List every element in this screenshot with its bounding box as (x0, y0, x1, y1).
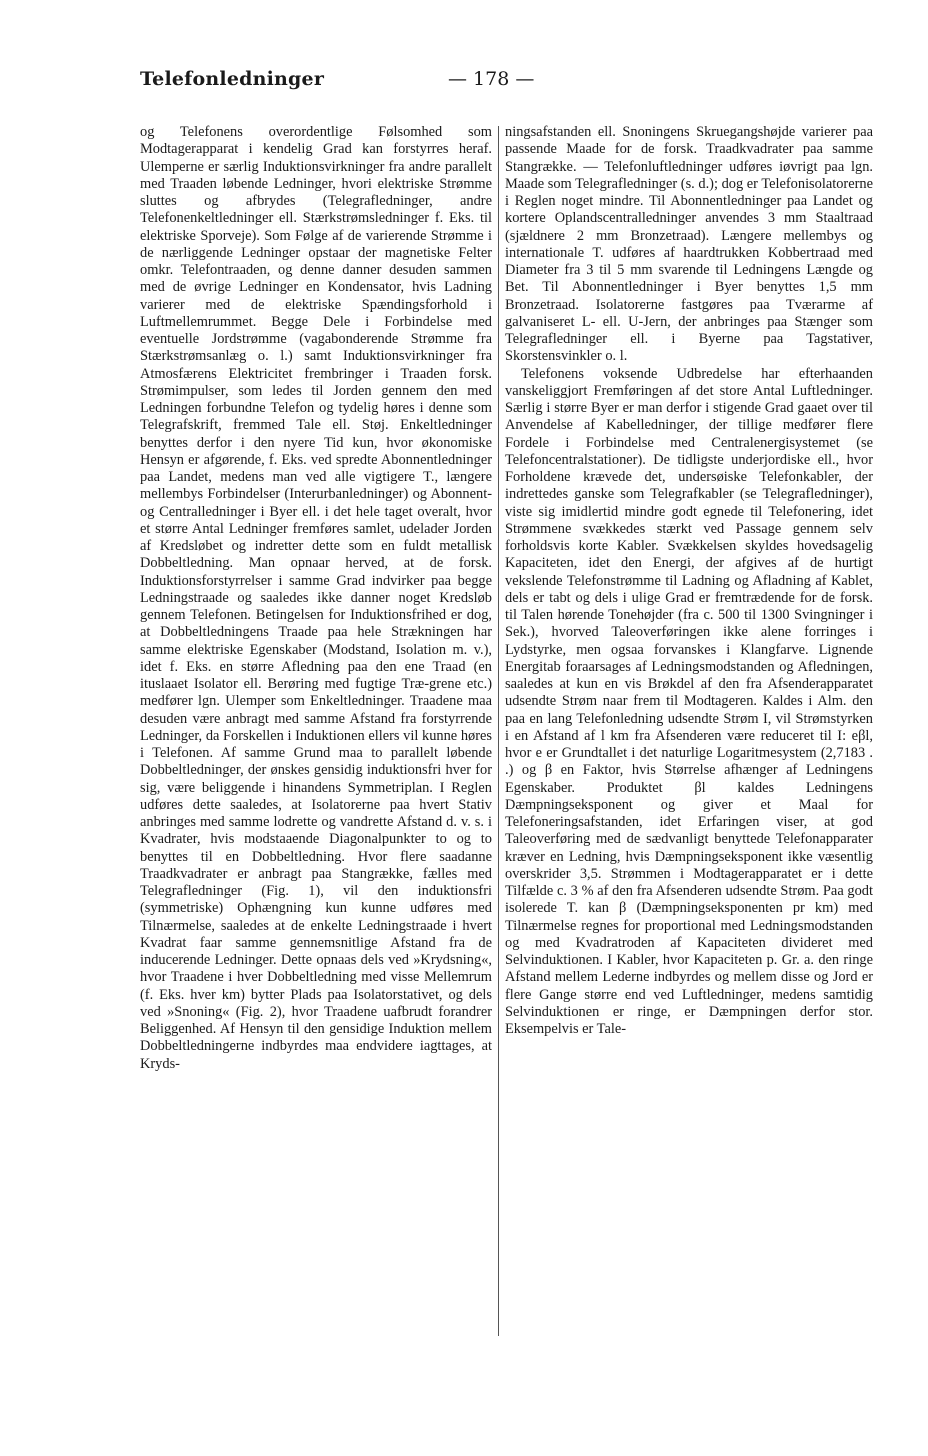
left-paragraph: og Telefonens overordentlige Følsomhed som Modtagerapparat i kendelig Grad kan forstyrres heraf. Ulemperne er særlig Induktionsvirkninger fra andre parallelt med Traaden løbende Ledninger, hvori elektriske Strømme sluttes og afbrydes (Telegrafledninger, andre Telefonenkeltledninger ell. Stærkstrømsledninger f. Eks. til elektriske Sporveje). Som Følge af de varierende Strømme i de nærliggende Ledninger opstaar der magnetiske Felter omkr. Telefontraaden, og denne danner desuden sammen med de øvrige Ledninger en Kondensator, hvis Ladning varierer med de elektriske Spændingsforhold i Luftmellemrummet. Begge Dele i Forbindelse med eventuelle Jordstrømme (vagabonderende Strømme fra Stærkstrømsanlæg o. l.) samt Induktionsvirkninger fra Atmosfærens Elektricitet frembringer i Traaden forsk. Strømimpulser, som ledes til Jorden gennem den med Ledningen forbundne Telefon og tydelig høres i denne som Telegrafskrift, fremmed Tale ell. Støj. Enkeltledninger benyttes derfor i den nyere Tid kun, hvor økonomiske Hensyn er afgørende, f. Eks. ved spredte Abonnentledninger paa Landet, medens man ved alle vigtigere T., længere mellembys Forbindelser (Interurbanledninger) og Abonnent- og Centralledninger i Byer ell. i det hele taget overalt, hvor et større Antal Ledninger fremføres samlet, udelader Jorden af Kredsløbet og indretter dette som en fuldt metallisk Dobbeltledning. Man opnaar herved, at de forsk. Induktionsforstyrrelser i samme Grad indvirker paa begge Ledningstraade og saaledes ikke danner noget Kredsløb gennem Telefonen. Betingelsen for Induktionsfrihed er dog, at Dobbeltledningens Traade paa hele Strækningen har samme elektriske Egenskaber (Modstand, Isolation m. v.), idet f. Eks. en større Afledning paa den ene Traad (en ituslaaet Isolator ell. Berøring med fugtige Træ-grene etc.) medfører lgn. Ulemper som Enkeltledninger. Traadene maa desuden være anbragt med samme Afstand fra forstyrrende Ledninger, da Forskellen i Induktionen ellers vil kunne høres i Telefonen. Af samme Grund maa to parallelt løbende Dobbeltledninger, der ønskes gensidig induktionsfri hver for sig, være beliggende i hinandens Symmetriplan. I Reglen udføres dette saaledes, at Isolatorerne paa hvert Stativ anbringes med samme lodrette og vandrette Afstand d. v. s. i Kvadrater, hvis modstaaende Diagonalpunkter to og to benyttes til en Dobbeltledning. Hvor flere saadanne Traadkvadrater er anbragt paa Stangrække, fælles med Telegrafledninger (Fig. 1), vil den induktionsfri (symmetriske) Ophængning kun kunne udføres med Tilnærmelse, saaledes at de enkelte Ledningstraade i hvert Kvadrat faar samme gennemsnitlige Afstand fra de inducerende Ledninger. Dette opnaas dels ved »Krydsning«, hvor Traadene i hver Dobbeltledning med visse Mellemrum (f. Eks. hver km) bytter Plads paa Isolatorstativet, og dels ved »Snoning« (Fig. 2), hvor Traadene uafbrudt forandrer Beliggenhed. Af Hensyn til den gensidige Induktion mellem Dobbeltledningerne indbyrdes maa endvidere iagttages, at Kryds- (140, 124, 492, 1072)
left-column (140, 124, 492, 1073)
right-column (505, 124, 873, 1038)
right-paragraph-2: Telefonens voksende Udbredelse har efterhaanden vanskeliggjort Fremføringen af det store Antal Luftledninger. Særlig i større Byer er man derfor i stigende Grad gaaet over til Anvendelse af Kabelledninger, der tillige medfører flere Fordele i Forbindelse med Centralenergisystemet (se Telefoncentralstationer). De tidligste underjordiske ell., hvor Forholdene krævede det, undersøiske Telefonkabler, der indrettedes ganske som Telegrafkabler (se Telegrafledninger), viste sig imidlertid mindre godt egnede til Telefonering, idet Strømmene svækkedes stærkt ved Passage gennem selv forholdsvis korte Kabler. Svækkelsen skyldes hovedsagelig Kapaciteten, idet den Energi, der afgives af de hurtigt vekslende Telefonstrømme til Ladning og Afladning af Kablet, dels er tabt og dels i ulige Grad er fremtrædende for de forsk. til Talen hørende Tonehøjder (fra c. 500 til 1300 Svingninger i Sek.), hvorved Taleoverføringen ikke alene forringes i Lydstyrke, men ogsaa forvanskes i Klangfarve. Lignende Energitab foraarsages af Ledningsmodstanden og Afledningen, saaledes at kun en vis Brøkdel af den fra Afsenderapparatet udsendte Strøm naar frem til Modtageren. Kaldes i Alm. den paa en lang Telefonledning udsendte Strøm I, vil Strømstyrken i en Afstand af l km fra Afsenderen være reduceret til I: eβl, hvor e er Grundtallet i det naturlige Logaritmesystem (2,7183 . .) og β en Faktor, hvis Størrelse afhænger af Ledningens Egenskaber. Produktet βl kaldes Ledningens Dæmpningseksponent og giver et Maal for Telefoneringsafstanden, idet Erfaringen viser, at god Taleoverføring med de sædvanligt benyttede Telefonapparater kræver en Ledning, hvis Dæmpningseksponent ikke væsentlig overskrider 3,5. Strømmen i Modtagerapparatet er i dette Tilfælde c. 3 % af den fra Afsenderen udsendte Strøm. Paa godt isolerede T. kan β (Dæmpningseksponenten pr km) med Tilnærmelse regnes for proportional med Ledningsmodstanden og med Kvadratroden af Kapaciteten divideret med Selvinduktionen. I Kabler, hvor Kapaciteten p. Gr. a. den ringe Afstand mellem Lederne indbyrdes og mellem disse og Jord er flere Gange større end ved Luftledninger, medens samtidig Selvinduktionen er ringe, er Dæmpningen derfor stor. Eksempelvis er Tale- (505, 365, 873, 1037)
page-number: — 178 — (448, 68, 535, 90)
running-title: Telefonledninger (140, 68, 325, 90)
right-paragraph-1: ningsafstanden ell. Snoningens Skruegangshøjde varierer paa passende Maade for de forsk. Traadkvadrater paa samme Stangrække. — Telefonluftledninger udføres iøvrigt paa lgn. Maade som Telegrafledninger (s. d.); dog er Telefonisolatorerne i Reglen noget mindre. Til Abonnentledninger paa Landet og kortere Oplandscentralledninger anvendes 3 mm Staaltraad (sjældnere 2 mm Bronzetraad). Længere mellembys og internationale T. udføres af haardtrukken Kobbertraad med Diameter fra 3 til 5 mm svarende til Ledningens Længde og Bet. Til Abonnentledninger i Byer benyttes 1,5 mm Bronzetraad. Isolatorerne fastgøres paa Tværarme af galvaniseret L- ell. U-Jern, der anbringes paa Stænger som Telegrafledninger ell. i Byerne paa Tagstativer, Skorstensvinkler o. l. (505, 124, 873, 365)
page-header (140, 68, 880, 98)
column-divider (498, 126, 499, 1336)
